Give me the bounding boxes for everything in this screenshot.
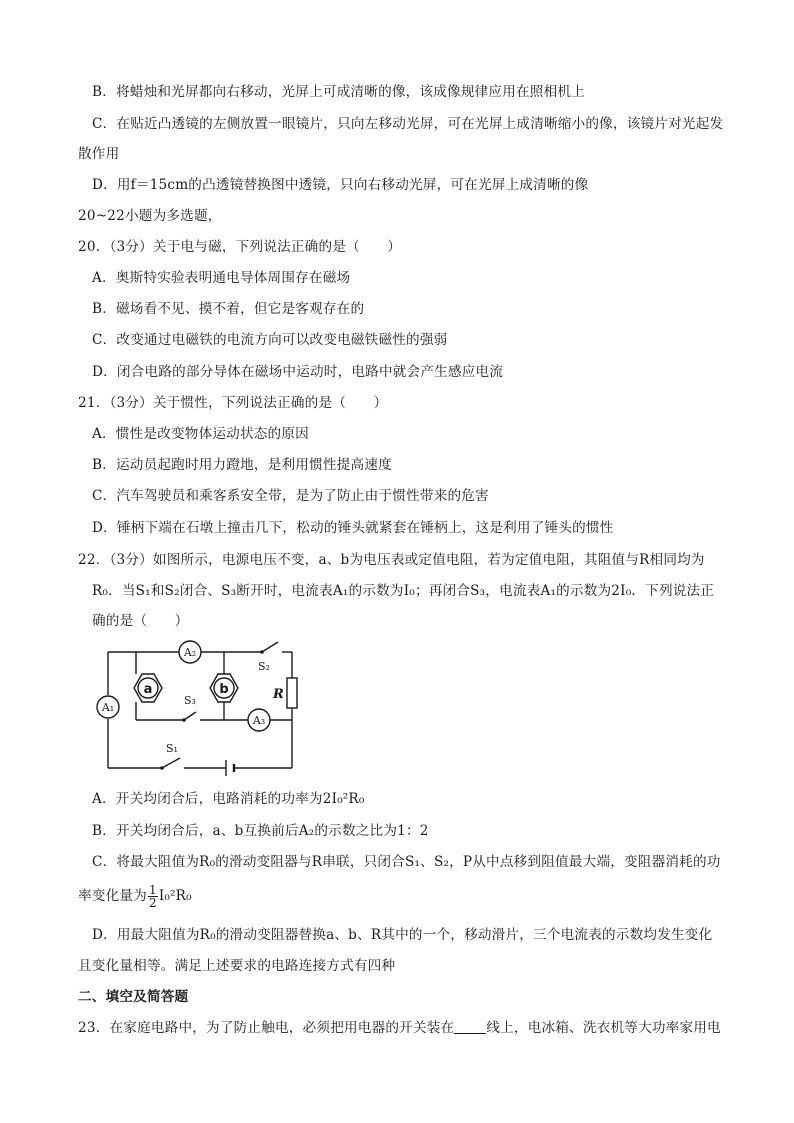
q22-option-c-pre: 率变化量为: [78, 888, 147, 904]
q22-option-b: B．开关均闭合后，a、b互换前后A₂的示数之比为1：2: [92, 823, 429, 839]
resistor-r: [287, 678, 297, 708]
label-r: R: [273, 687, 284, 702]
s3-pivot: [182, 718, 186, 722]
label-a3: A₃: [252, 714, 266, 727]
s1-pivot: [160, 766, 164, 770]
fraction-one-half: [148, 884, 158, 909]
label-a1: A₁: [101, 701, 115, 714]
q22-option-a: A．开关均闭合后，电路消耗的功率为2I₀²R₀: [92, 791, 365, 807]
q19-option-d: D．用f＝15cm的凸透镜替换图中透镜，只向右移动光屏，可在光屏上成清晰的像: [92, 177, 589, 193]
q22-option-d-line2: 且变化量相等。满足上述要求的电路连接方式有四种: [78, 958, 396, 974]
q22-stem-line2: R₀．当S₁和S₂闭合、S₃断开时，电流表A₁的示数为I₀；再闭合S₃，电流表A₁的示数为2I₀．下列说法正: [92, 583, 715, 599]
q20-option-c: C．改变通过电磁铁的电流方向可以改变电磁铁磁性的强弱: [92, 332, 448, 348]
q22-option-c-post: I₀²R₀: [158, 888, 192, 904]
q19-option-c-line2: 散作用: [78, 146, 120, 162]
q23-stem: [78, 1018, 721, 1038]
q21-option-b: B．运动员起跑时用力蹬地，是利用惯性提高速度: [92, 457, 392, 473]
section-title: 二、填空及简答题: [78, 989, 189, 1005]
q21-option-c: C．汽车驾驶员和乘客系安全带，是为了防止由于惯性带来的危害: [92, 488, 489, 504]
label-b: b: [219, 682, 229, 697]
circuit-diagram: [92, 640, 312, 780]
label-a2: A₂: [183, 646, 197, 659]
q20-stem: 20．（3分）关于电与磁，下列说法正确的是（ ）: [78, 239, 402, 255]
label-s1: S₁: [166, 742, 178, 755]
s2-pivot: [260, 650, 264, 654]
q19-option-b: B．将蜡烛和光屏都向右移动，光屏上可成清晰的像，该成像规律应用在照相机上: [92, 84, 585, 100]
q19-option-c-line1: C．在贴近凸透镜的左侧放置一眼镜片，只向左移动光屏，可在光屏上成清晰缩小的像，该镜片对光起发: [92, 116, 724, 132]
fraction-denominator: 2: [148, 896, 157, 910]
label-s3: S₃: [184, 694, 196, 707]
q20-option-a: A．奥斯特实验表明通电导体周围存在磁场: [92, 270, 351, 286]
fraction-numerator: 1: [148, 883, 157, 897]
q20-option-b: B．磁场看不见、摸不着，但它是客观存在的: [92, 301, 365, 317]
q23-post: 线上，电冰箱、洗衣机等大功率家用电: [486, 1020, 721, 1036]
q22-stem-line1: 22．（3分）如图所示，电源电压不变，a、b为电压表或定值电阻，若为定值电阻，其阻值与R相同均为: [78, 552, 705, 568]
q22-option-c-line1: C．将最大阻值为R₀的滑动变阻器与R串联，只闭合S₁、S₂，P从中点移到阻值最大端，变阻器消耗的功: [92, 854, 721, 870]
multi-choice-note: 20~22小题为多选题，: [78, 208, 222, 224]
label-s2: S₂: [258, 660, 270, 673]
answer-blank[interactable]: [454, 1019, 486, 1034]
q22-option-c-line2: [78, 884, 192, 909]
q21-option-d: D．锤柄下端在石墩上撞击几下，松动的锤头就紧套在锤柄上，这是利用了锤头的惯性: [92, 520, 614, 536]
label-a: a: [143, 682, 153, 697]
q21-stem: 21．（3分）关于惯性，下列说法正确的是（ ）: [78, 395, 388, 411]
q22-option-d-line1: D．用最大阻值为R₀的滑动变阻器替换a、b、R其中的一个，移动滑片，三个电流表的示数均发生变化: [92, 927, 713, 943]
q21-option-a: A．惯性是改变物体运动状态的原因: [92, 426, 309, 442]
q23-pre: 23．在家庭电路中，为了防止触电，必须把用电器的开关装在: [78, 1020, 455, 1036]
q20-option-d: D．闭合电路的部分导体在磁场中运动时，电路中就会产生感应电流: [92, 364, 504, 380]
q22-stem-line3: 确的是（ ）: [92, 613, 189, 629]
